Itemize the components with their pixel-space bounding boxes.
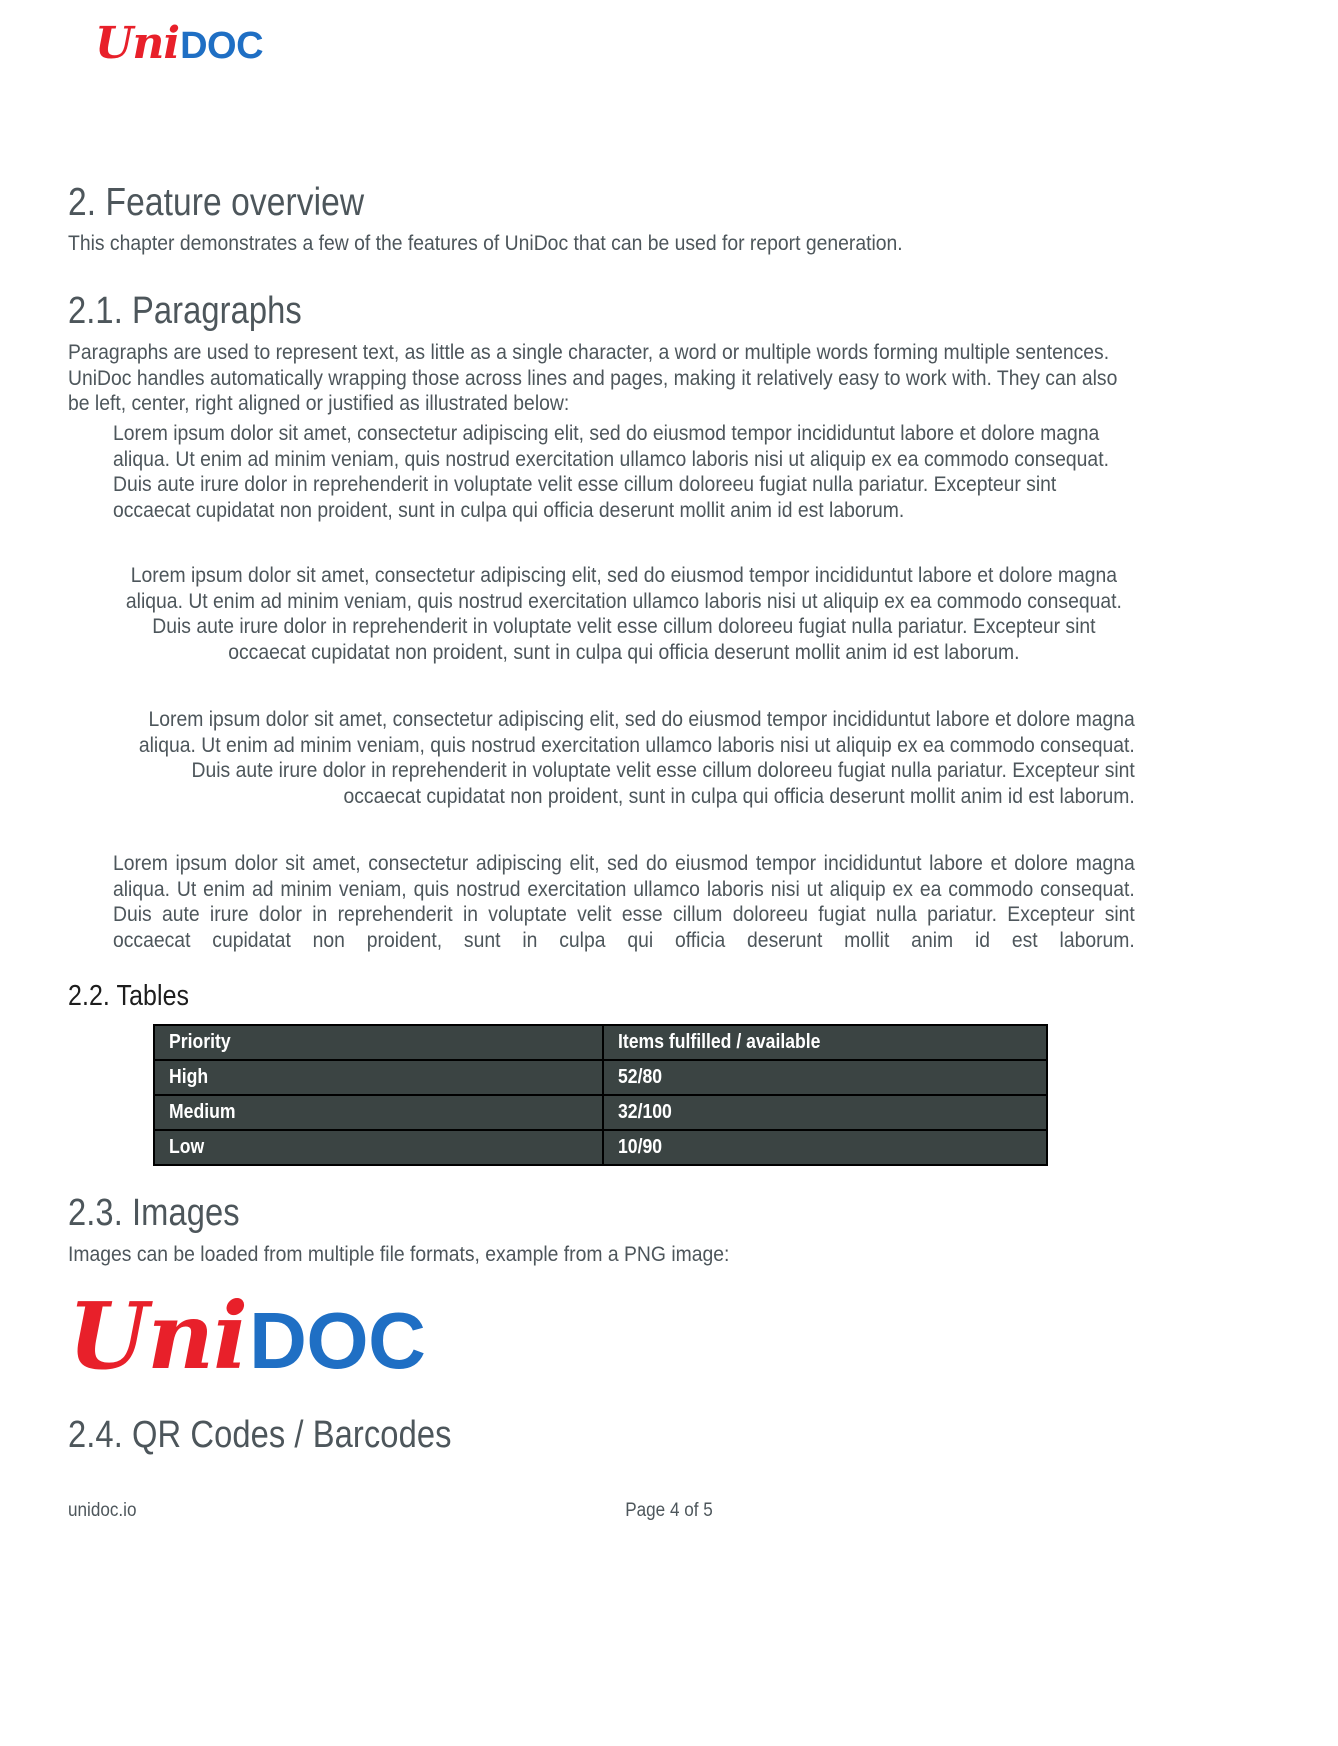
logo-doc-text: DOC xyxy=(180,25,264,67)
lorem-paragraph-left: Lorem ipsum dolor sit amet, consectetur adipiscing elit, sed do eiusmod tempor incididuntut labore et dolore magna aliqua. Ut enim ad minim veniam, quis nostrud exercitation ullamco laboris nisi ut aliquip ex ea commodo consequat. Duis aute irure dolor in reprehenderit in voluptate velit esse cillum doloreeu fugiat nulla pariatur. Excepteur sint occaecat cupidatat non proident, sunt in culpa qui officia deserunt mollit anim id est laborum. xyxy=(113,421,1109,522)
unidoc-logo-header xyxy=(95,18,263,68)
images-intro-text: Images can be loaded from multiple file formats, example from a PNG image: xyxy=(68,1242,730,1266)
lorem-paragraph-justified: Lorem ipsum dolor sit amet, consectetur adipiscing elit, sed do eiusmod tempor incididuntut labore et dolore magna aliqua. Ut enim ad minim veniam, quis nostrud exercitation ullamco laboris nisi ut aliquip ex ea commodo consequat. Duis aute irure dolor in reprehenderit in voluptate velit esse cillum doloreeu fugiat nulla pariatur. Excepteur sint occaecat cupidatat non proident, sunt in culpa qui officia deserunt mollit anim id est laborum. xyxy=(113,851,1135,952)
logo-uni-text: Uni xyxy=(68,1282,248,1390)
footer-page-number: Page 4 of 5 xyxy=(625,1500,713,1521)
priority-table-body xyxy=(154,1025,1047,1165)
heading-qr-codes-barcodes: 2.4. QR Codes / Barcodes xyxy=(68,1414,452,1456)
lorem-paragraph-right: Lorem ipsum dolor sit amet, consectetur adipiscing elit, sed do eiusmod tempor incididuntut labore et dolore magna aliqua. Ut enim ad minim veniam, quis nostrud exercitation ullamco laboris nisi ut aliquip ex ea commodo consequat. Duis aute irure dolor in reprehenderit in voluptate velit esse cillum doloreeu fugiat nulla pariatur. Excepteur sint occaecat cupidatat non proident, sunt in culpa qui officia deserunt mollit anim id est laborum. xyxy=(138,707,1135,808)
table-header-row xyxy=(154,1025,1047,1060)
table-cell-items: 10/90 xyxy=(603,1130,1047,1165)
unidoc-logo-image xyxy=(68,1282,425,1390)
table-cell-priority: Low xyxy=(154,1130,603,1165)
table-header-cell-priority: Priority xyxy=(154,1025,603,1060)
table-cell-items: 52/80 xyxy=(603,1060,1047,1095)
table-row xyxy=(154,1130,1047,1165)
page-footer xyxy=(68,1500,1270,1530)
footer-site-label: unidoc.io xyxy=(68,1500,137,1521)
table-row xyxy=(154,1095,1047,1130)
heading-tables: 2.2. Tables xyxy=(68,980,190,1012)
paragraphs-intro-text: Paragraphs are used to represent text, as little as a single character, a word or multiple words forming multiple sentences. UniDoc handles automatically wrapping those across lines and pages, making it relatively easy to work with. They can also be left, center, right aligned or justified as illustrated below: xyxy=(68,340,1118,415)
table-cell-priority: Medium xyxy=(154,1095,603,1130)
table-header-cell-items: Items fulfilled / available xyxy=(603,1025,1047,1060)
table-row xyxy=(154,1060,1047,1095)
chapter-intro-text: This chapter demonstrates a few of the features of UniDoc that can be used for report generation. xyxy=(68,231,903,255)
logo-uni-text: Uni xyxy=(95,18,180,69)
lorem-paragraph-center: Lorem ipsum dolor sit amet, consectetur adipiscing elit, sed do eiusmod tempor incididuntut labore et dolore magna aliqua. Ut enim ad minim veniam, quis nostrud exercitation ullamco laboris nisi ut aliquip ex ea commodo consequat. Duis aute irure dolor in reprehenderit in voluptate velit esse cillum doloreeu fugiat nulla pariatur. Excepteur sint occaecat cupidatat non proident, sunt in culpa qui officia deserunt mollit anim id est laborum. xyxy=(125,563,1122,664)
heading-images: 2.3. Images xyxy=(68,1192,240,1234)
priority-table xyxy=(153,1024,1048,1166)
heading-feature-overview: 2. Feature overview xyxy=(68,181,365,224)
priority-table-wrapper xyxy=(153,1024,1048,1166)
logo-doc-text: DOC xyxy=(249,1296,426,1385)
heading-paragraphs: 2.1. Paragraphs xyxy=(68,290,302,332)
table-cell-priority: High xyxy=(154,1060,603,1095)
table-cell-items: 32/100 xyxy=(603,1095,1047,1130)
